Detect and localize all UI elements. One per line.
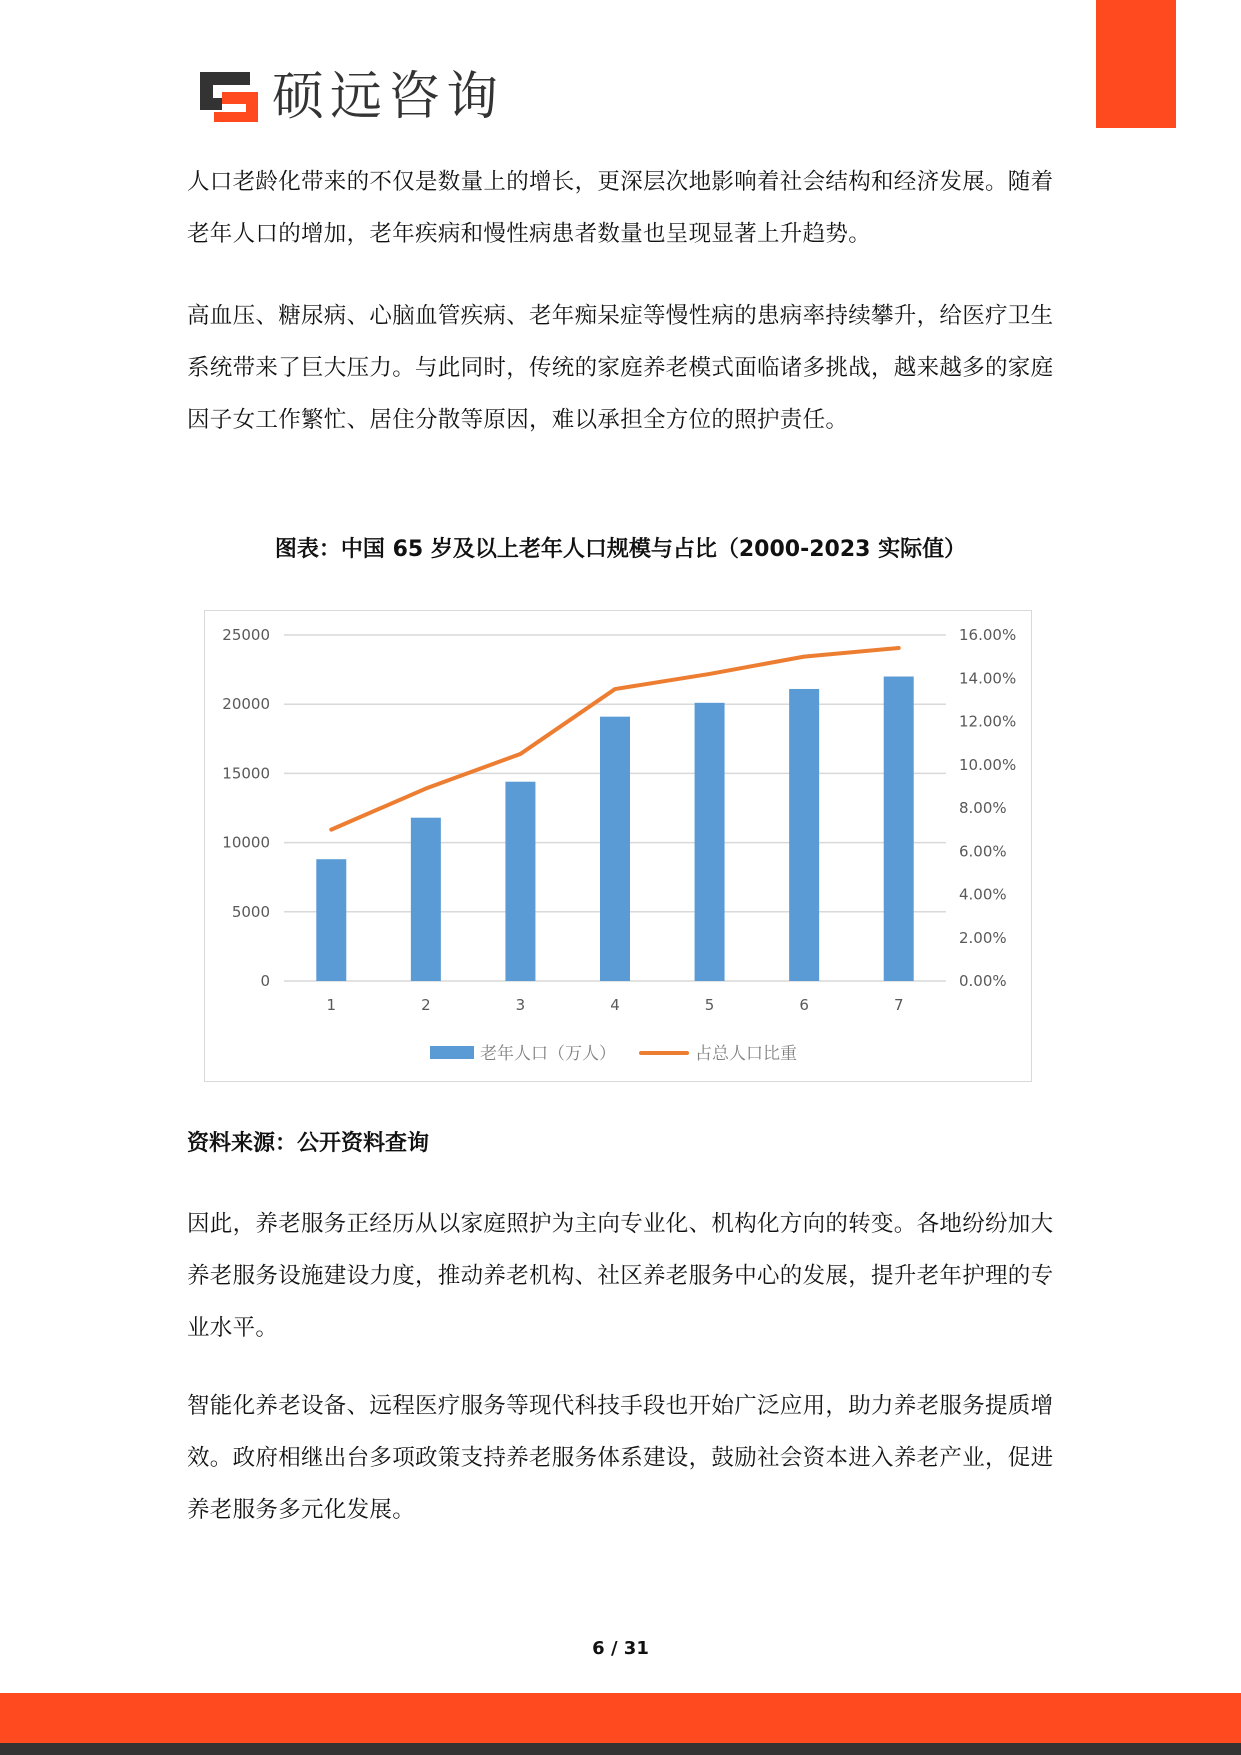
x-axis-tick: 4 [610,996,620,1014]
legend-swatch-bar [430,1046,474,1059]
corner-accent-block [1096,0,1176,128]
right-axis-tick: 14.00% [959,669,1017,688]
legend-label-population: 老年人口（万人） [480,1044,616,1064]
paragraph-2: 高血压、糖尿病、心脑血管疾病、老年痴呆症等慢性病的患病率持续攀升，给医疗卫生系统带来了巨大压力。与此同时，传统的家庭养老模式面临诸多挑战，越来越多的家庭因子女工作繁忙、居住分散等原因，难以承担全方位的照护责任。 [187,303,1054,433]
legend-label-ratio: 占总人口比重 [695,1044,797,1064]
right-axis-tick: 8.00% [959,799,1007,817]
x-axis-tick: 6 [799,996,809,1014]
bar [600,717,630,981]
paragraph-3: 因此，养老服务正经历从以家庭照护为主向专业化、机构化方向的转变。各地纷纷加大养老服务设施建设力度，推动养老机构、社区养老服务中心的发展，提升老年护理的专业水平。 [187,1211,1054,1341]
footer-dark-strip [0,1743,1241,1755]
chart-frame [204,610,1032,1082]
combo-chart [205,611,1033,1083]
chart-title: 图表：中国 65 岁及以上老年人口规模与占比（2000-2023 实际值） [274,537,967,562]
x-axis-tick: 5 [704,996,715,1014]
bar [695,703,725,981]
bar [411,818,441,981]
right-axis-tick: 16.00% [959,626,1017,644]
brand-name: 硕远咨询 [272,67,505,127]
footer-bar [0,1693,1241,1743]
paragraph-4: 智能化养老设备、远程医疗服务等现代科技手段也开始广泛应用，助力养老服务提质增效。政府相继出台多项政策支持养老服务体系建设，鼓励社会资本进入养老产业，促进养老服务多元化发展。 [187,1393,1054,1523]
left-axis-tick: 20000 [222,695,270,714]
left-axis-tick: 0 [260,972,270,990]
right-axis-tick: 6.00% [959,842,1007,861]
x-axis-tick: 3 [515,996,526,1014]
left-axis-tick: 10000 [222,833,270,852]
bar [505,782,535,981]
bar [789,689,819,981]
right-axis-tick: 4.00% [959,885,1007,904]
brand-logo [200,62,504,132]
right-axis-tick: 10.00% [959,755,1017,774]
x-axis-tick: 1 [326,996,337,1014]
paragraph-1: 人口老龄化带来的不仅是数量上的增长，更深层次地影响着社会结构和经济发展。随着老年人口的增加，老年疾病和慢性病患者数量也呈现显著上升趋势。 [187,169,1054,247]
bar [884,677,914,981]
left-axis-tick: 15000 [222,764,270,783]
page-number: 6 / 31 [592,1638,649,1659]
x-axis-tick: 2 [421,996,431,1014]
bar [316,859,346,981]
source-note: 资料来源：公开资料查询 [187,1131,430,1156]
logo-mark-icon [200,68,258,126]
left-axis-tick: 5000 [231,902,270,921]
left-axis-tick: 25000 [222,626,270,644]
right-axis-tick: 0.00% [959,972,1007,990]
right-axis-tick: 2.00% [959,928,1007,947]
x-axis-tick: 7 [893,996,904,1014]
right-axis-tick: 12.00% [959,712,1017,731]
